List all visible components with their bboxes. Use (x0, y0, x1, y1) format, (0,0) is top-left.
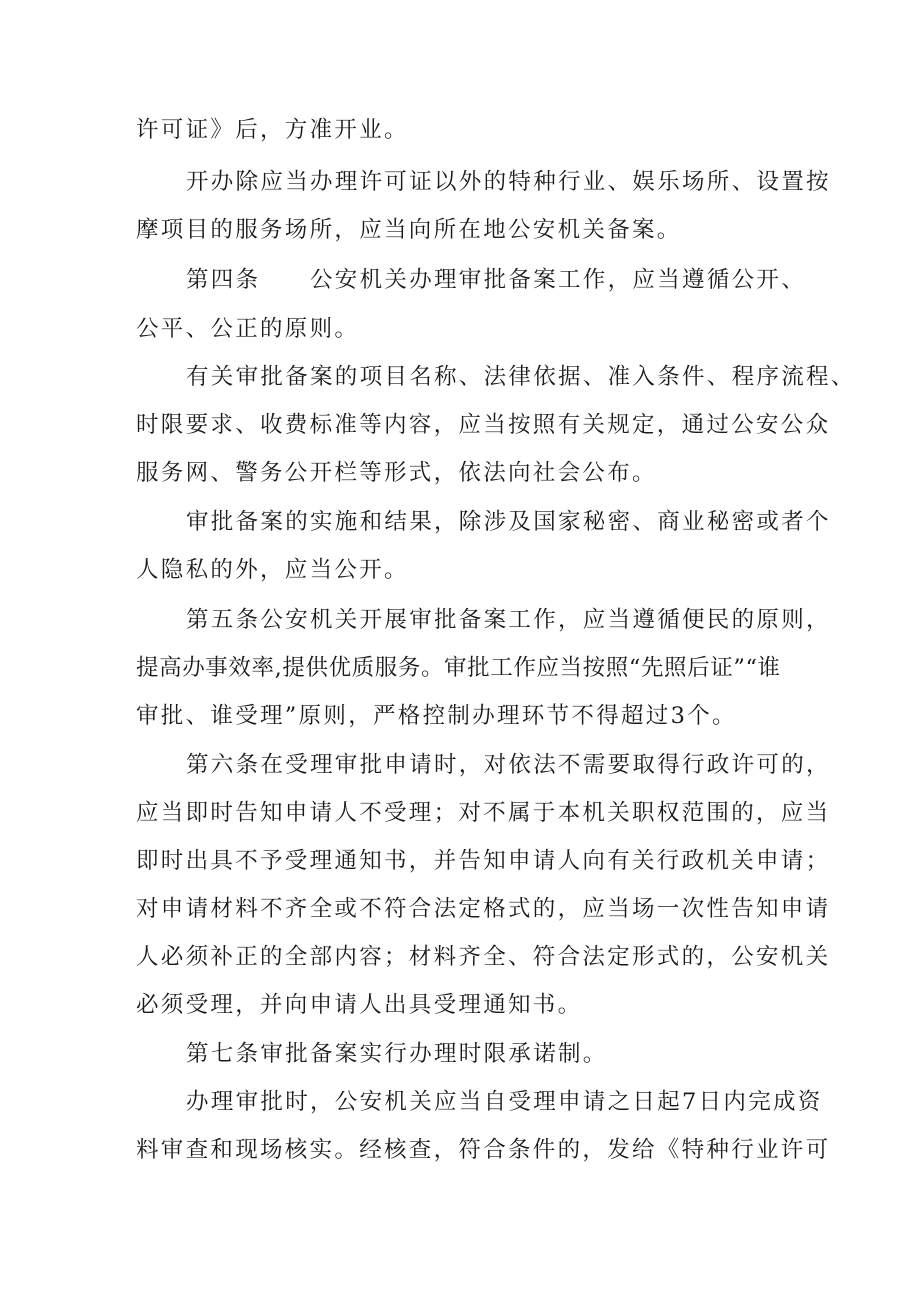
text-line: 公平、公正的原则。 (136, 316, 360, 342)
text-line: 许可证》后，方准开业。 (136, 117, 409, 143)
text-line: 第七条审批备案实行办理时限承诺制。 (186, 1041, 608, 1067)
text-line: 第五条公安机关开展审批备案工作，应当遵循便民的原则， (186, 607, 831, 633)
text-line: 审批备案的实施和结果，除涉及国家秘密、商业秘密或者个 (186, 509, 831, 535)
text-line: 第四条 公安机关办理审批备案工作，应当遵循公开、 (186, 267, 807, 293)
text-line: 对申请材料不齐全或不符合法定格式的，应当场一次性告知申请 (136, 896, 831, 922)
text-line: 开办除应当办理许可证以外的特种行业、娱乐场所、设置按 (186, 169, 831, 195)
text-line: 审批、谁受理”原则，严格控制办理环节不得超过3个。 (136, 703, 737, 729)
text-line: 办理审批时，公安机关应当自受理申请之日起7日内完成资 (186, 1089, 823, 1115)
text-line: 摩项目的服务场所，应当向所在地公安机关备案。 (136, 217, 682, 243)
text-line: 应当即时告知申请人不受理；对不属于本机关职权范围的，应当 (136, 800, 831, 826)
text-line: 即时出具不予受理通知书，并告知申请人向有关行政机关申请； (136, 848, 831, 874)
text-line: 服务网、警务公开栏等形式，依法向社会公布。 (136, 460, 657, 486)
text-line: 提高办事效率,提供优质服务。审批工作应当按照“先照后证”“谁 (136, 655, 781, 681)
text-line: 时限要求、收费标准等内容，应当按照有关规定，通过公安公众 (136, 412, 831, 438)
text-line: 有关审批备案的项目名称、法律依据、准入条件、程序流程、 (186, 364, 856, 390)
text-line: 必须受理，并向申请人出具受理通知书。 (136, 992, 583, 1018)
text-line: 料审查和现场核实。经核查，符合条件的，发给《特种行业许可 (136, 1137, 831, 1163)
text-line: 第六条在受理审批申请时，对依法不需要取得行政许可的， (186, 752, 831, 778)
text-line: 人必须补正的全部内容；材料齐全、符合法定形式的，公安机关 (136, 944, 831, 970)
text-line: 人隐私的外，应当公开。 (136, 557, 409, 583)
